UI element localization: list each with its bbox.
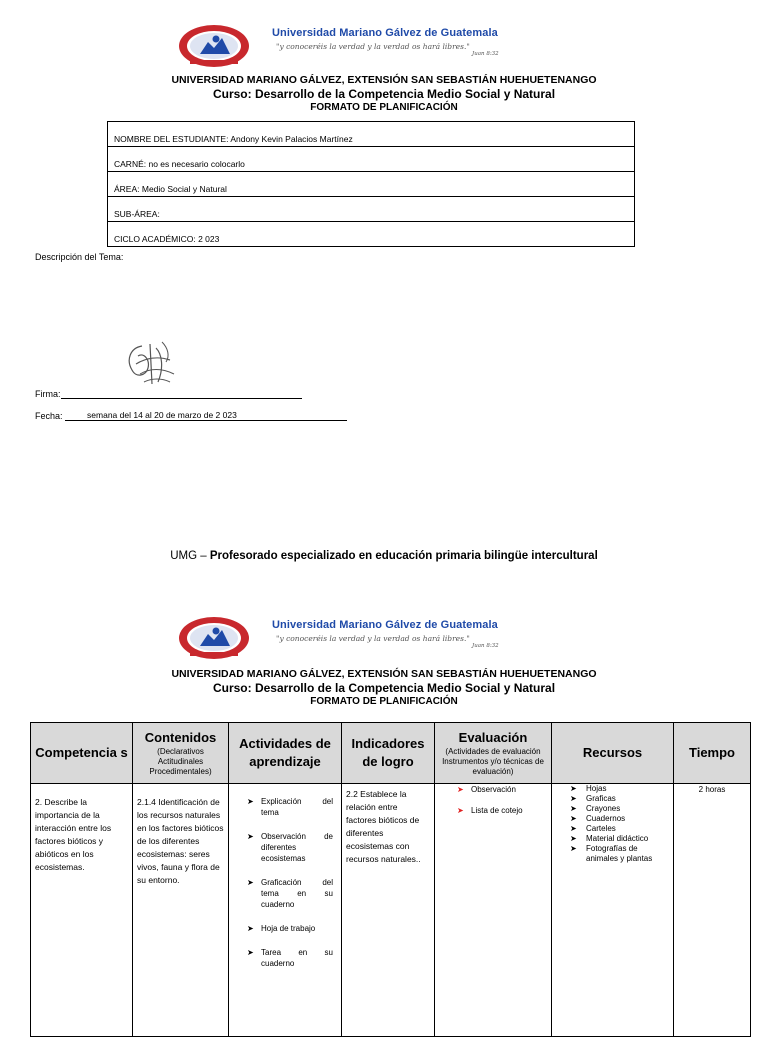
carne-field: CARNÉ: no es necesario colocarlo	[108, 147, 635, 172]
student-info-table	[107, 121, 635, 247]
evaluacion-subtitle: (Actividades de evaluación Instrumentos y/o técnicas de evaluación)	[442, 747, 544, 776]
list-item: ➤ Hoja de trabajo	[247, 924, 316, 933]
arrow-bullet-icon: ➤	[570, 834, 577, 843]
area-field: ÁREA: Medio Social y Natural	[108, 172, 635, 197]
cell-indicador: 2.2 Establece la relación entre factores bióticos de diferentes ecosistemas con recursos naturales..	[342, 784, 435, 1037]
firma-label: Firma:	[35, 389, 61, 399]
student-name-field: NOMBRE DEL ESTUDIANTE: Andony Kevin Palacios Martínez	[108, 122, 635, 147]
cell-actividades	[229, 784, 342, 1037]
list-item: ➤ Observación	[457, 785, 516, 794]
university-verse-2: Juan 8:32	[472, 643, 499, 649]
fecha-label: Fecha:	[35, 411, 63, 421]
cell-competencia: 2. Describe la importancia de la interacción entre los factores bióticos y abióticos en los ecosistemas.	[31, 784, 133, 1037]
university-logo	[178, 24, 514, 68]
header-course: Curso: Desarrollo de la Competencia Medio Social y Natural	[212, 87, 556, 101]
fecha-value: semana del 14 al 20 de marzo de 2 023	[87, 410, 237, 420]
arrow-bullet-icon: ➤	[457, 785, 464, 794]
arrow-bullet-icon: ➤	[247, 924, 254, 933]
firma-row	[35, 389, 302, 399]
header-format: FORMATO DE PLANIFICACIÓN	[310, 102, 458, 113]
cell-tiempo: 2 horas	[674, 784, 751, 1037]
list-item: ➤ Tarea en su cuaderno	[247, 948, 333, 968]
col-header-actividades: Actividades de aprendizaje	[229, 723, 342, 784]
cell-contenido: 2.1.4 Identificación de los recursos naturales en los factores bióticos de los diferentes ecosistemas: seres vivos, fauna y flora de su entorno.	[133, 784, 229, 1037]
university-name: Universidad Mariano Gálvez de Guatemala	[272, 27, 498, 39]
arrow-bullet-icon: ➤	[570, 784, 577, 793]
list-item: ➤ Graficas	[570, 794, 616, 803]
list-item: ➤ Lista de cotejo	[457, 806, 523, 815]
list-item: ➤ Carteles	[570, 824, 616, 833]
header-university: UNIVERSIDAD MARIANO GÁLVEZ, EXTENSIÓN SAN SEBASTIÁN HUEHUETENANGO	[171, 74, 597, 86]
col-header-recursos: Recursos	[552, 723, 674, 784]
arrow-bullet-icon: ➤	[247, 948, 254, 957]
university-seal-icon	[178, 24, 250, 68]
academic-cycle-field: CICLO ACADÉMICO: 2 023	[108, 222, 635, 247]
university-name-2: Universidad Mariano Gálvez de Guatemala	[272, 619, 498, 631]
list-item: ➤ Crayones	[570, 804, 621, 813]
list-item: ➤ Fotografías de animales y plantas	[570, 844, 653, 863]
list-item: ➤ Observación de diferentes ecosistemas	[247, 832, 333, 863]
signature-icon	[122, 338, 180, 390]
header-course-2: Curso: Desarrollo de la Competencia Medio Social y Natural	[212, 681, 556, 695]
university-motto: "y conoceréis la verdad y la verdad os hará libres."	[276, 42, 470, 51]
arrow-bullet-icon: ➤	[457, 806, 464, 815]
page-footer	[0, 550, 768, 562]
arrow-bullet-icon: ➤	[570, 794, 577, 803]
description-label: Descripción del Tema:	[35, 252, 124, 262]
firma-line	[61, 389, 302, 399]
col-header-competencias: Competencia s	[31, 723, 133, 784]
arrow-bullet-icon: ➤	[570, 804, 577, 813]
arrow-bullet-icon: ➤	[247, 878, 254, 887]
sub-area-field: SUB-ÁREA:	[108, 197, 635, 222]
list-item: ➤ Graficación del tema en su cuaderno	[247, 878, 333, 909]
university-logo-2	[178, 616, 514, 660]
col-header-evaluacion: Evaluación (Actividades de evaluación Instrumentos y/o técnicas de evaluación)	[435, 723, 552, 784]
arrow-bullet-icon: ➤	[570, 814, 577, 823]
planning-table	[30, 722, 751, 1037]
list-item: ➤ Hojas	[570, 784, 607, 793]
university-verse: Juan 8:32	[472, 51, 499, 57]
cell-evaluacion	[435, 784, 552, 1037]
university-seal-icon	[178, 616, 250, 660]
list-item: ➤ Explicación del tema	[247, 797, 333, 817]
header-format-2: FORMATO DE PLANIFICACIÓN	[310, 696, 458, 707]
col-header-indicadores: Indicadores de logro	[342, 723, 435, 784]
university-motto-2: "y conoceréis la verdad y la verdad os hará libres."	[276, 634, 470, 643]
arrow-bullet-icon: ➤	[570, 844, 577, 853]
col-header-contenidos: Contenidos (Declarativos Actitudinales Procedimentales)	[133, 723, 229, 784]
arrow-bullet-icon: ➤	[247, 797, 254, 806]
arrow-bullet-icon: ➤	[247, 832, 254, 841]
col-header-tiempo: Tiempo	[674, 723, 751, 784]
footer-program: Profesorado especializado en educación primaria bilingüe intercultural	[209, 550, 598, 562]
arrow-bullet-icon: ➤	[570, 824, 577, 833]
header-university-2: UNIVERSIDAD MARIANO GÁLVEZ, EXTENSIÓN SAN SEBASTIÁN HUEHUETENANGO	[171, 668, 597, 680]
contenidos-subtitle: (Declarativos Actitudinales Procedimentales)	[149, 747, 212, 776]
cell-recursos	[552, 784, 674, 1037]
fecha-row	[35, 410, 347, 421]
list-item: ➤ Material didáctico	[570, 834, 649, 843]
table-row	[31, 784, 751, 1037]
fecha-line	[65, 410, 347, 421]
list-item: ➤ Cuadernos	[570, 814, 626, 823]
footer-prefix: UMG –	[170, 550, 210, 562]
